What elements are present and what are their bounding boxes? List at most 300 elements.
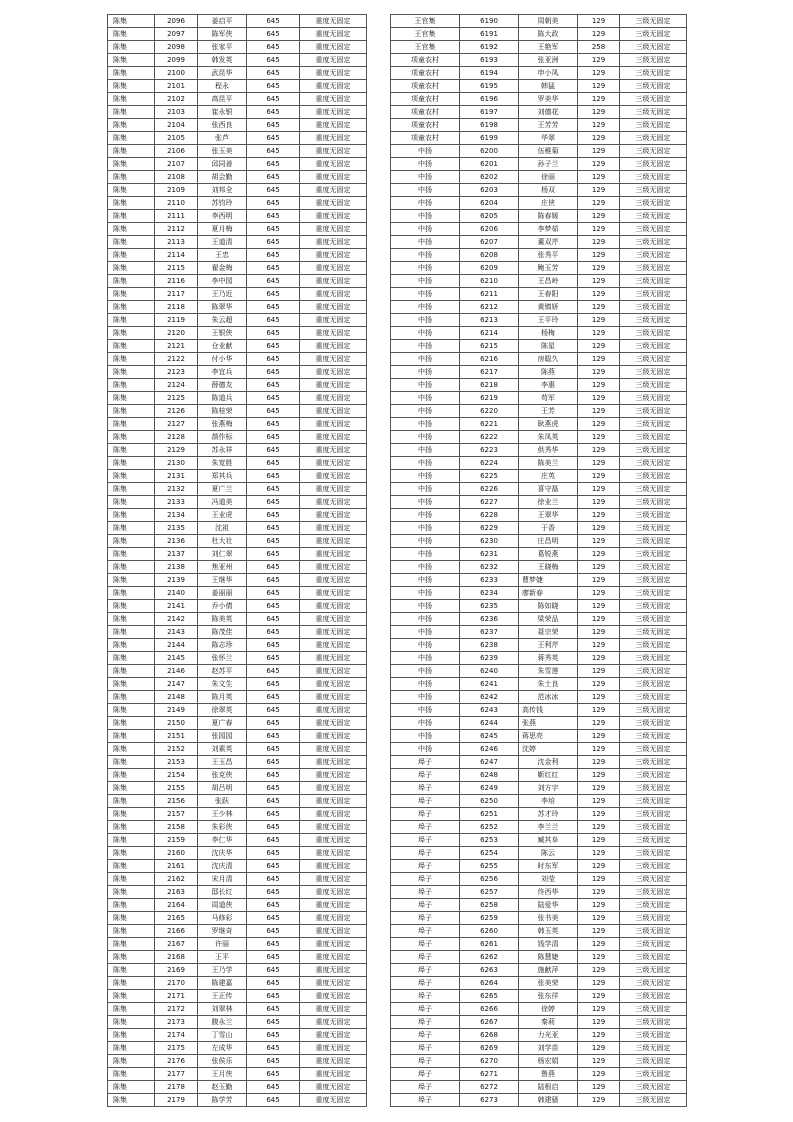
name-cell: 夏广兰 — [198, 483, 247, 496]
amount-cell: 129 — [578, 314, 620, 327]
grade-cell: 三级无固定 — [620, 28, 687, 41]
name-cell: 王银侠 — [198, 327, 247, 340]
table-row — [108, 795, 367, 808]
grade-cell: 三级无固定 — [620, 496, 687, 509]
name-cell: 马修彩 — [198, 912, 247, 925]
amount-cell: 645 — [247, 93, 300, 106]
table-row — [391, 795, 687, 808]
region-cell: 中扬 — [391, 522, 460, 535]
table-row — [391, 717, 687, 730]
amount-cell: 129 — [578, 262, 620, 275]
name-cell: 夏广春 — [198, 717, 247, 730]
name-cell: 刘学苗 — [519, 1042, 578, 1055]
grade-cell: 三级无固定 — [620, 392, 687, 405]
amount-cell: 129 — [578, 717, 620, 730]
table-row — [391, 509, 687, 522]
name-cell: 刘素英 — [198, 743, 247, 756]
name-cell: 郑其兵 — [198, 470, 247, 483]
table-row — [391, 704, 687, 717]
region-cell: 陈集 — [108, 730, 155, 743]
grade-cell: 三级无固定 — [620, 873, 687, 886]
serial-cell: 6270 — [460, 1055, 519, 1068]
amount-cell: 645 — [247, 366, 300, 379]
amount-cell: 645 — [247, 41, 300, 54]
amount-cell: 645 — [247, 1029, 300, 1042]
name-cell: 王利芹 — [519, 639, 578, 652]
amount-cell: 645 — [247, 665, 300, 678]
name-cell: 陆根启 — [519, 1081, 578, 1094]
name-cell: 张克侠 — [198, 769, 247, 782]
serial-cell: 2133 — [155, 496, 198, 509]
table-row — [391, 93, 687, 106]
name-cell: 罗继奇 — [198, 925, 247, 938]
serial-cell: 2098 — [155, 41, 198, 54]
region-cell: 陈集 — [108, 405, 155, 418]
serial-cell: 2107 — [155, 158, 198, 171]
grade-cell: 三级无固定 — [620, 886, 687, 899]
grade-cell: 重度无固定 — [300, 54, 367, 67]
name-cell: 陈桂荣 — [198, 405, 247, 418]
name-cell: 陈学芳 — [198, 1094, 247, 1107]
region-cell: 中扬 — [391, 483, 460, 496]
grade-cell: 三级无固定 — [620, 457, 687, 470]
table-row — [391, 340, 687, 353]
serial-cell: 2126 — [155, 405, 198, 418]
name-cell: 蒋思亮 — [519, 730, 578, 743]
amount-cell: 645 — [247, 119, 300, 132]
region-cell: 陈集 — [108, 418, 155, 431]
table-row — [108, 808, 367, 821]
table-row — [391, 288, 687, 301]
grade-cell: 三级无固定 — [620, 15, 687, 28]
amount-cell: 645 — [247, 249, 300, 262]
table-row — [391, 275, 687, 288]
table-row — [108, 509, 367, 522]
table-row — [108, 626, 367, 639]
region-cell: 项童农村 — [391, 132, 460, 145]
grade-cell: 三级无固定 — [620, 1016, 687, 1029]
region-cell: 陈集 — [108, 1081, 155, 1094]
name-cell: 徐业兰 — [519, 496, 578, 509]
grade-cell: 三级无固定 — [620, 1055, 687, 1068]
table-row — [108, 158, 367, 171]
grade-cell: 三级无固定 — [620, 574, 687, 587]
name-cell: 陈月英 — [198, 691, 247, 704]
serial-cell: 6273 — [460, 1094, 519, 1107]
amount-cell: 645 — [247, 444, 300, 457]
serial-cell: 2128 — [155, 431, 198, 444]
region-cell: 陈集 — [108, 886, 155, 899]
amount-cell: 129 — [578, 1029, 620, 1042]
serial-cell: 6242 — [460, 691, 519, 704]
table-row — [391, 990, 687, 1003]
amount-cell: 129 — [578, 288, 620, 301]
name-cell: 徐婷 — [519, 1003, 578, 1016]
name-cell: 佟西华 — [519, 886, 578, 899]
name-cell: 张怀兰 — [198, 652, 247, 665]
right-table-body — [391, 15, 687, 1107]
region-cell: 埠子 — [391, 1068, 460, 1081]
amount-cell: 129 — [578, 665, 620, 678]
amount-cell: 645 — [247, 28, 300, 41]
grade-cell: 三级无固定 — [620, 639, 687, 652]
serial-cell: 6192 — [460, 41, 519, 54]
name-cell: 崔永银 — [198, 106, 247, 119]
amount-cell: 129 — [578, 1081, 620, 1094]
amount-cell: 645 — [247, 639, 300, 652]
amount-cell: 129 — [578, 704, 620, 717]
grade-cell: 重度无固定 — [300, 743, 367, 756]
grade-cell: 三级无固定 — [620, 275, 687, 288]
serial-cell: 6264 — [460, 977, 519, 990]
grade-cell: 重度无固定 — [300, 340, 367, 353]
amount-cell: 645 — [247, 171, 300, 184]
serial-cell: 2103 — [155, 106, 198, 119]
grade-cell: 三级无固定 — [620, 158, 687, 171]
region-cell: 埠子 — [391, 808, 460, 821]
table-row — [108, 379, 367, 392]
grade-cell: 三级无固定 — [620, 600, 687, 613]
grade-cell: 重度无固定 — [300, 405, 367, 418]
serial-cell: 6234 — [460, 587, 519, 600]
region-cell: 中扬 — [391, 197, 460, 210]
grade-cell: 三级无固定 — [620, 314, 687, 327]
name-cell: 陈春媛 — [519, 210, 578, 223]
name-cell: 朱凤英 — [519, 431, 578, 444]
grade-cell: 重度无固定 — [300, 548, 367, 561]
table-row — [391, 1068, 687, 1081]
serial-cell: 6230 — [460, 535, 519, 548]
name-cell: 李仁华 — [198, 834, 247, 847]
amount-cell: 645 — [247, 392, 300, 405]
amount-cell: 129 — [578, 171, 620, 184]
serial-cell: 6211 — [460, 288, 519, 301]
region-cell: 陈集 — [108, 691, 155, 704]
amount-cell: 129 — [578, 938, 620, 951]
amount-cell: 129 — [578, 912, 620, 925]
region-cell: 中扬 — [391, 210, 460, 223]
name-cell: 腹永兰 — [198, 1016, 247, 1029]
name-cell: 薛德友 — [198, 379, 247, 392]
serial-cell: 2146 — [155, 665, 198, 678]
serial-cell: 2136 — [155, 535, 198, 548]
region-cell: 陈集 — [108, 28, 155, 41]
name-cell: 李宜兵 — [198, 366, 247, 379]
name-cell: 王翠华 — [519, 509, 578, 522]
grade-cell: 重度无固定 — [300, 990, 367, 1003]
serial-cell: 2118 — [155, 301, 198, 314]
serial-cell: 6201 — [460, 158, 519, 171]
serial-cell: 6245 — [460, 730, 519, 743]
serial-cell: 2137 — [155, 548, 198, 561]
grade-cell: 三级无固定 — [620, 1094, 687, 1107]
table-row — [391, 1042, 687, 1055]
table-row — [391, 613, 687, 626]
name-cell: 王正传 — [198, 990, 247, 1003]
name-cell: 张西良 — [198, 119, 247, 132]
region-cell: 项童农村 — [391, 119, 460, 132]
region-cell: 陈集 — [108, 652, 155, 665]
serial-cell: 2171 — [155, 990, 198, 1003]
serial-cell: 6258 — [460, 899, 519, 912]
table-row — [108, 197, 367, 210]
region-cell: 中扬 — [391, 158, 460, 171]
serial-cell: 6238 — [460, 639, 519, 652]
grade-cell: 三级无固定 — [620, 990, 687, 1003]
name-cell: 陈大政 — [519, 28, 578, 41]
name-cell: 王玉昌 — [198, 756, 247, 769]
amount-cell: 129 — [578, 535, 620, 548]
grade-cell: 重度无固定 — [300, 366, 367, 379]
amount-cell: 129 — [578, 93, 620, 106]
region-cell: 埠子 — [391, 756, 460, 769]
amount-cell: 645 — [247, 67, 300, 80]
table-row — [108, 405, 367, 418]
amount-cell: 645 — [247, 1016, 300, 1029]
region-cell: 陈集 — [108, 639, 155, 652]
table-row — [108, 444, 367, 457]
table-row — [391, 119, 687, 132]
serial-cell: 2152 — [155, 743, 198, 756]
table-row — [108, 821, 367, 834]
name-cell: 胡会勤 — [198, 171, 247, 184]
name-cell: 葛锐燕 — [519, 548, 578, 561]
region-cell: 埠子 — [391, 1029, 460, 1042]
table-row — [108, 964, 367, 977]
serial-cell: 6266 — [460, 1003, 519, 1016]
name-cell: 翟金梅 — [198, 262, 247, 275]
serial-cell: 2124 — [155, 379, 198, 392]
serial-cell: 6210 — [460, 275, 519, 288]
name-cell: 张园园 — [198, 730, 247, 743]
table-row — [108, 80, 367, 93]
grade-cell: 重度无固定 — [300, 418, 367, 431]
name-cell: 韩玉英 — [519, 925, 578, 938]
grade-cell: 重度无固定 — [300, 964, 367, 977]
amount-cell: 129 — [578, 834, 620, 847]
amount-cell: 129 — [578, 639, 620, 652]
name-cell: 陈星 — [519, 340, 578, 353]
amount-cell: 129 — [578, 197, 620, 210]
amount-cell: 129 — [578, 366, 620, 379]
name-cell: 张书美 — [519, 912, 578, 925]
name-cell: 靳红红 — [519, 769, 578, 782]
region-cell: 陈集 — [108, 587, 155, 600]
table-row — [391, 353, 687, 366]
grade-cell: 三级无固定 — [620, 652, 687, 665]
amount-cell: 645 — [247, 275, 300, 288]
region-cell: 中扬 — [391, 249, 460, 262]
name-cell: 王道清 — [198, 236, 247, 249]
amount-cell: 129 — [578, 15, 620, 28]
grade-cell: 三级无固定 — [620, 431, 687, 444]
grade-cell: 三级无固定 — [620, 808, 687, 821]
right-table — [390, 14, 687, 1107]
table-row — [108, 483, 367, 496]
serial-cell: 6202 — [460, 171, 519, 184]
grade-cell: 重度无固定 — [300, 249, 367, 262]
name-cell: 张跃 — [198, 795, 247, 808]
grade-cell: 三级无固定 — [620, 54, 687, 67]
amount-cell: 645 — [247, 262, 300, 275]
name-cell: 徐翠英 — [198, 704, 247, 717]
amount-cell: 129 — [578, 1094, 620, 1107]
region-cell: 中扬 — [391, 561, 460, 574]
grade-cell: 重度无固定 — [300, 327, 367, 340]
name-cell: 杨双 — [519, 184, 578, 197]
table-row — [108, 327, 367, 340]
serial-cell: 2161 — [155, 860, 198, 873]
name-cell: 陈如晓 — [519, 600, 578, 613]
serial-cell: 2163 — [155, 886, 198, 899]
region-cell: 埠子 — [391, 860, 460, 873]
name-cell: 庄昌明 — [519, 535, 578, 548]
serial-cell: 6263 — [460, 964, 519, 977]
region-cell: 王官集 — [391, 41, 460, 54]
grade-cell: 三级无固定 — [620, 912, 687, 925]
serial-cell: 2154 — [155, 769, 198, 782]
region-cell: 中扬 — [391, 366, 460, 379]
grade-cell: 三级无固定 — [620, 977, 687, 990]
grade-cell: 重度无固定 — [300, 860, 367, 873]
grade-cell: 重度无固定 — [300, 665, 367, 678]
grade-cell: 三级无固定 — [620, 1081, 687, 1094]
table-row — [391, 132, 687, 145]
amount-cell: 645 — [247, 132, 300, 145]
region-cell: 陈集 — [108, 873, 155, 886]
name-cell: 张家平 — [198, 41, 247, 54]
grade-cell: 三级无固定 — [620, 704, 687, 717]
grade-cell: 三级无固定 — [620, 1029, 687, 1042]
region-cell: 陈集 — [108, 795, 155, 808]
serial-cell: 2158 — [155, 821, 198, 834]
region-cell: 陈集 — [108, 600, 155, 613]
amount-cell: 129 — [578, 977, 620, 990]
grade-cell: 重度无固定 — [300, 262, 367, 275]
region-cell: 中扬 — [391, 392, 460, 405]
name-cell: 王乃学 — [198, 964, 247, 977]
name-cell: 刘邦全 — [198, 184, 247, 197]
table-row — [391, 379, 687, 392]
region-cell: 陈集 — [108, 1055, 155, 1068]
grade-cell: 三级无固定 — [620, 951, 687, 964]
serial-cell: 2099 — [155, 54, 198, 67]
name-cell: 冯道美 — [198, 496, 247, 509]
region-cell: 陈集 — [108, 249, 155, 262]
grade-cell: 三级无固定 — [620, 847, 687, 860]
grade-cell: 重度无固定 — [300, 106, 367, 119]
grade-cell: 重度无固定 — [300, 210, 367, 223]
region-cell: 陈集 — [108, 496, 155, 509]
region-cell: 陈集 — [108, 938, 155, 951]
grade-cell: 三级无固定 — [620, 184, 687, 197]
grade-cell: 重度无固定 — [300, 977, 367, 990]
region-cell: 陈集 — [108, 704, 155, 717]
grade-cell: 三级无固定 — [620, 925, 687, 938]
amount-cell: 129 — [578, 951, 620, 964]
amount-cell: 129 — [578, 613, 620, 626]
amount-cell: 129 — [578, 119, 620, 132]
name-cell: 范冰冰 — [519, 691, 578, 704]
grade-cell: 三级无固定 — [620, 288, 687, 301]
amount-cell: 129 — [578, 457, 620, 470]
region-cell: 陈集 — [108, 834, 155, 847]
amount-cell: 645 — [247, 1081, 300, 1094]
amount-cell: 645 — [247, 574, 300, 587]
amount-cell: 129 — [578, 301, 620, 314]
table-row — [391, 860, 687, 873]
table-row — [108, 1029, 367, 1042]
amount-cell: 645 — [247, 847, 300, 860]
amount-cell: 645 — [247, 691, 300, 704]
table-row — [108, 652, 367, 665]
grade-cell: 三级无固定 — [620, 41, 687, 54]
amount-cell: 645 — [247, 1055, 300, 1068]
serial-cell: 6200 — [460, 145, 519, 158]
table-row — [391, 28, 687, 41]
name-cell: 姜启平 — [198, 15, 247, 28]
grade-cell: 重度无固定 — [300, 717, 367, 730]
serial-cell: 6240 — [460, 665, 519, 678]
grade-cell: 重度无固定 — [300, 522, 367, 535]
table-row — [391, 535, 687, 548]
region-cell: 埠子 — [391, 1003, 460, 1016]
grade-cell: 三级无固定 — [620, 366, 687, 379]
grade-cell: 三级无固定 — [620, 587, 687, 600]
name-cell: 朱宽胜 — [198, 457, 247, 470]
name-cell: 庄英 — [519, 470, 578, 483]
name-cell: 蒋秀英 — [519, 652, 578, 665]
region-cell: 陈集 — [108, 977, 155, 990]
serial-cell: 6252 — [460, 821, 519, 834]
region-cell: 埠子 — [391, 1016, 460, 1029]
amount-cell: 129 — [578, 392, 620, 405]
amount-cell: 129 — [578, 847, 620, 860]
name-cell: 沈庆清 — [198, 860, 247, 873]
region-cell: 陈集 — [108, 561, 155, 574]
serial-cell: 2159 — [155, 834, 198, 847]
name-cell: 施献萍 — [519, 964, 578, 977]
region-cell: 陈集 — [108, 132, 155, 145]
amount-cell: 129 — [578, 1042, 620, 1055]
serial-cell: 6197 — [460, 106, 519, 119]
name-cell: 邱同善 — [198, 158, 247, 171]
left-table — [107, 14, 367, 1107]
name-cell: 王平 — [198, 951, 247, 964]
amount-cell: 129 — [578, 418, 620, 431]
table-row — [391, 1029, 687, 1042]
region-cell: 中扬 — [391, 665, 460, 678]
grade-cell: 三级无固定 — [620, 119, 687, 132]
amount-cell: 645 — [247, 457, 300, 470]
serial-cell: 6214 — [460, 327, 519, 340]
serial-cell: 2130 — [155, 457, 198, 470]
region-cell: 陈集 — [108, 444, 155, 457]
table-row — [391, 561, 687, 574]
serial-cell: 2178 — [155, 1081, 198, 1094]
table-row — [108, 340, 367, 353]
serial-cell: 2123 — [155, 366, 198, 379]
amount-cell: 129 — [578, 769, 620, 782]
table-row — [391, 197, 687, 210]
region-cell: 埠子 — [391, 899, 460, 912]
serial-cell: 2101 — [155, 80, 198, 93]
table-row — [108, 496, 367, 509]
region-cell: 陈集 — [108, 327, 155, 340]
region-cell: 陈集 — [108, 54, 155, 67]
serial-cell: 2111 — [155, 210, 198, 223]
amount-cell: 645 — [247, 509, 300, 522]
